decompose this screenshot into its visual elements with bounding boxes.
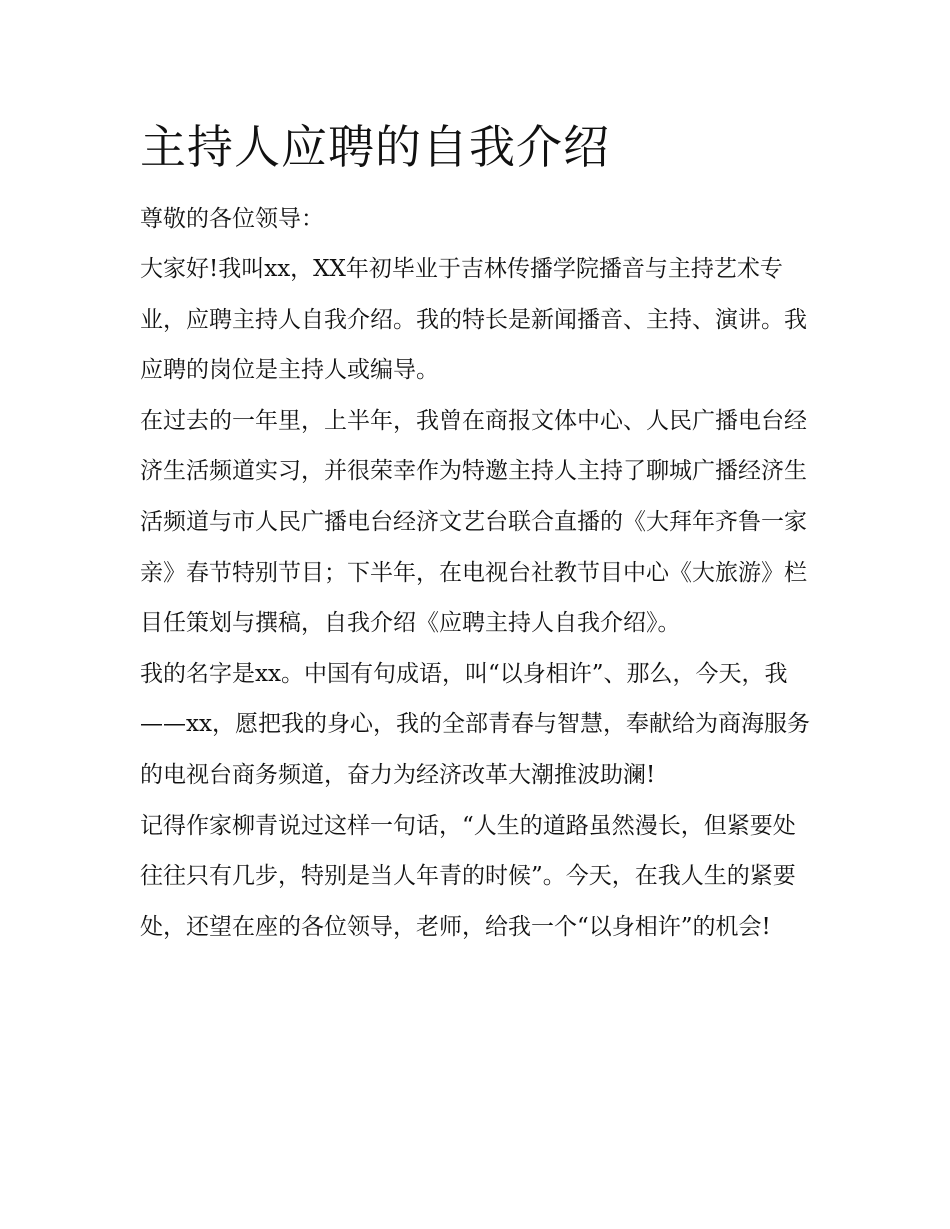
paragraph-closing: 记得作家柳青说过这样一句话，“人生的道路虽然漫长，但紧要处往往只有几步，特别是当人年青的时候”。今天，在我人生的紧要处，还望在座的各位领导，老师，给我一个“以身相许”的机会! [140,812,796,940]
paragraph-experience: 在过去的一年里，上半年，我曾在商报文体中心、人民广播电台经济生活频道实习，并很荣幸作为特邀主持人主持了聊城广播经济生活频道与市人民广播电台经济文艺台联合直播的《大拜年齐鲁一家亲》春节特别节目；下半年，在电视台社教节目中心《大旅游》栏目任策划与撰稿，自我介绍《应聘主持人自我介绍》。 [140,407,807,637]
paragraph-intro: 大家好!我叫xx，XX年初毕业于吉林传播学院播音与主持艺术专业，应聘主持人自我介绍。我的特长是新闻播音、主持、演讲。我应聘的岗位是主持人或编导。 [140,256,807,384]
paragraph-commitment: 我的名字是xx。中国有句成语，叫“以身相许”、那么，今天，我——xx，愿把我的身心，我的全部青春与智慧，奉献给为商海服务的电视台商务频道，奋力为经济改革大潮推波助澜! [140,660,810,788]
document-title: 主持人应聘的自我介绍 [140,120,610,174]
greeting: 尊敬的各位领导： [140,206,324,232]
document-page [140,112,812,952]
